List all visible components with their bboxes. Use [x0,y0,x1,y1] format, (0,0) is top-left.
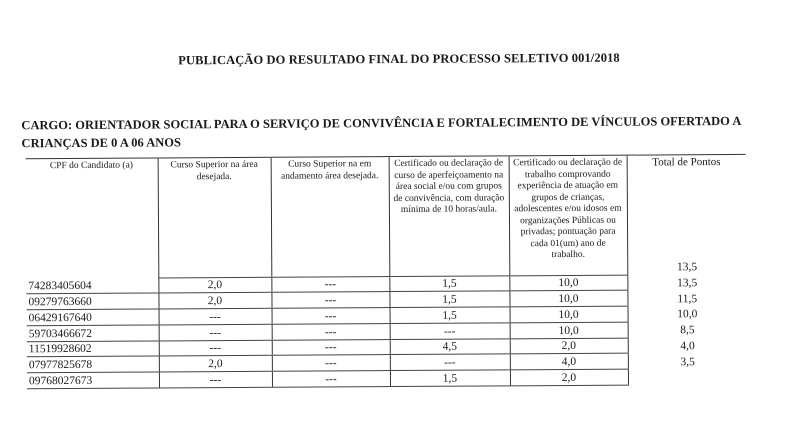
header-total-pontos: Total de Pontos [627,154,747,261]
andamento-cell: --- [272,371,390,388]
cargo-heading [21,112,761,153]
results-table [26,154,747,389]
trabalho-cell: 10,0 [509,275,627,292]
trabalho-cell: 10,0 [510,306,628,323]
cpf-cell [26,264,158,278]
trabalho-cell: 4,0 [510,354,628,371]
cargo-line-2: CRIANÇAS DE 0 A 06 ANOS [21,135,181,151]
certificado-cell: --- [390,323,510,340]
table-header-row [26,154,747,264]
superior-cell: 2,0 [158,293,271,309]
trabalho-cell [509,261,627,275]
certificado-cell: 1,5 [389,291,509,308]
superior-cell [158,263,271,277]
total-cell: 13,5 [627,274,746,291]
andamento-cell: --- [272,355,390,372]
header-certificado-trabalho: Certificado ou declaração de trabalho comprovando experiência de atuação em grupos de crianças, adolescentes e/ou idosos em organizações Públicas ou privadas; pontuação para cada 01(um) ano de trabalho. [509,155,628,262]
total-cell: 11,5 [627,290,746,307]
andamento-cell [271,263,389,277]
trabalho-cell: 2,0 [510,369,628,386]
total-cell: 10,0 [628,305,747,322]
superior-cell: --- [159,324,272,340]
cargo-line-1: CARGO: ORIENTADOR SOCIAL PARA O SERVIÇO DE CONVIVÊNCIA E FORTALECIMENTO DE VÍNCULOS OFERTADO A [21,113,742,133]
superior-cell: --- [159,340,272,356]
certificado-cell: 1,5 [390,307,510,324]
cpf-cell: 09279763660 [26,293,158,310]
table-row [27,369,747,389]
total-cell: 8,5 [628,321,747,338]
cpf-cell: 09768027673 [27,372,159,389]
total-cell [628,369,747,386]
andamento-cell: --- [271,292,389,309]
total-cell: 4,0 [628,337,747,354]
andamento-cell: --- [272,323,390,340]
certificado-cell: 1,5 [389,275,509,292]
certificado-cell: --- [390,354,510,371]
trabalho-cell: 10,0 [509,290,627,307]
total-cell: 3,5 [628,353,747,370]
andamento-cell: --- [272,308,390,325]
cpf-cell: 74283405604 [26,277,158,294]
total-cell: 13,5 [627,260,746,274]
header-cpf: CPF do Candidato (a) [26,158,159,265]
cpf-cell: 06429167640 [27,309,159,326]
cpf-cell: 07977825678 [27,356,159,373]
superior-cell: --- [159,372,272,388]
cpf-cell: 11519928602 [27,341,159,358]
andamento-cell: --- [271,276,389,293]
certificado-cell: 1,5 [390,370,510,387]
andamento-cell: --- [272,339,390,356]
cpf-cell: 59703466672 [27,325,159,342]
certificado-cell: 4,5 [390,339,510,356]
header-certificado-curso: Certificado ou declaração de curso de aperfeiçoamento na área social e/ou com grupos de convivência, com duração mínima de 10 horas/aula. [389,156,510,263]
trabalho-cell: 10,0 [510,322,628,339]
superior-cell: --- [159,308,272,324]
trabalho-cell: 2,0 [510,338,628,355]
page-title: PUBLICAÇÃO DO RESULTADO FINAL DO PROCESSO SELETIVO 001/2018 [178,50,620,68]
header-curso-superior: Curso Superior na área desejada. [158,157,272,264]
certificado-cell [389,262,509,276]
superior-cell: 2,0 [159,356,272,372]
header-curso-andamento: Curso Superior na em andamento área desejada. [271,157,390,264]
superior-cell: 2,0 [158,277,271,293]
